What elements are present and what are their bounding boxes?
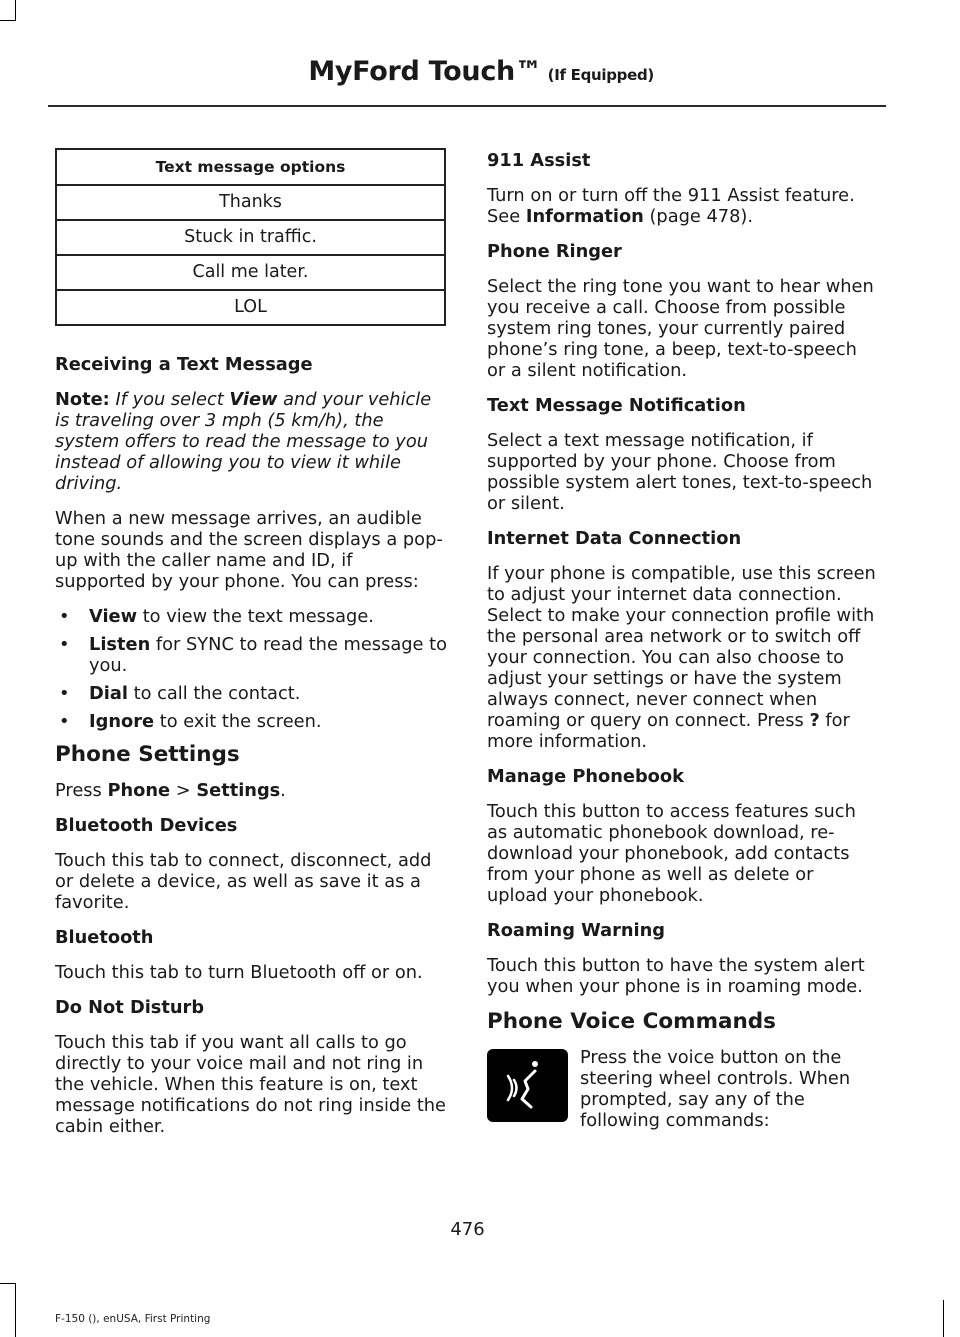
list-text: for SYNC to read the message to you. — [89, 634, 447, 676]
list-text: to exit the screen. — [159, 711, 322, 732]
crop-mark — [0, 20, 16, 21]
list-term: View — [89, 606, 138, 627]
table-row: Call me later. — [56, 255, 445, 290]
assist-text — [487, 185, 879, 227]
crop-mark — [15, 0, 16, 20]
note-text-post: and your vehicle is traveling over 3 mph (5 km/h), the system offers to read the message to you instead of allowing you to view it while driving. — [55, 389, 432, 494]
roaming-text: Touch this button to have the system alert you when your phone is in roaming mode. — [487, 955, 865, 997]
assist-link-information: Information — [525, 206, 644, 227]
bullet: • — [59, 683, 70, 704]
crop-mark — [0, 1283, 16, 1284]
bluetooth-devices-text: Touch this tab to connect, disconnect, add or delete a device, as well as save it as a favorite. — [55, 850, 432, 913]
list-term: Listen — [89, 634, 151, 655]
table-row: LOL — [56, 290, 445, 325]
crop-mark — [943, 1300, 944, 1337]
heading-text-message-notification: Text Message Notification — [487, 395, 746, 416]
page-number: 476 — [450, 1219, 485, 1240]
section-heading-receiving: Receiving a Text Message — [55, 354, 313, 375]
header-divider — [48, 105, 886, 107]
table-row: Stuck in traffic. — [56, 220, 445, 255]
table-header: Text message options — [56, 149, 445, 185]
voice-command-block — [487, 1047, 879, 1131]
heading-internet-data-connection: Internet Data Connection — [487, 528, 742, 549]
note-term-view: View — [229, 389, 278, 410]
heading-manage-phonebook: Manage Phonebook — [487, 766, 684, 787]
heading-bluetooth-devices: Bluetooth Devices — [55, 815, 238, 836]
bullet: • — [59, 606, 70, 627]
bluetooth-text: Touch this tab to turn Bluetooth off or on. — [55, 962, 423, 983]
press-settings: Settings — [196, 780, 281, 801]
list-item — [55, 606, 447, 627]
heading-bluetooth: Bluetooth — [55, 927, 154, 948]
left-column — [55, 148, 447, 1151]
bullet: • — [59, 634, 70, 655]
phone-ringer-text: Select the ring tone you want to hear when you receive a call. Choose from possible system ring tones, your currently paired phone’s ring tone, a beep, text-to-speech or a silent notification. — [487, 276, 874, 381]
press-path-paragraph — [55, 780, 447, 801]
text-notification-text: Select a text message notification, if supported by your phone. Choose from possible system alert tones, text-to-speech or silent. — [487, 430, 873, 514]
note-text-pre: If you select — [115, 389, 224, 410]
crop-mark — [15, 1283, 16, 1337]
list-item — [55, 683, 447, 704]
heading-phone-voice-commands: Phone Voice Commands — [487, 1009, 776, 1034]
heading-do-not-disturb: Do Not Disturb — [55, 997, 205, 1018]
assist-text-post: (page 478). — [649, 206, 754, 227]
arrival-paragraph: When a new message arrives, an audible tone sounds and the screen displays a pop-up with the caller name and ID, if supported by your phone. You can press: — [55, 508, 443, 592]
list-text: to view the text message. — [142, 606, 374, 627]
page-header — [308, 56, 654, 87]
press-options-list — [55, 606, 447, 732]
right-column — [487, 150, 879, 1145]
list-text: to call the contact. — [133, 683, 301, 704]
internet-text-pre: If your phone is compatible, use this screen to adjust your internet data connection. Select to make your connection profile with the personal area network or to switch off your connection. You can also choose to adjust your settings or have the system always connect, never connect when roaming or query on connect. Press — [487, 563, 876, 731]
heading-phone-ringer: Phone Ringer — [487, 241, 622, 262]
list-term: Ignore — [89, 711, 155, 732]
voice-command-text: Press the voice button on the steering wheel controls. When prompted, say any of the following commands: — [580, 1047, 851, 1131]
press-text: Press — [55, 780, 102, 801]
footer-printing-info: F-150 (), enUSA, First Printing — [55, 1313, 211, 1325]
phonebook-text: Touch this button to access features such as automatic phonebook download, re-download your phonebook, add contacts from your phone as well as delete or upload your phonebook. — [487, 801, 856, 906]
header-subtitle: (If Equipped) — [547, 66, 654, 84]
press-phone: Phone — [107, 780, 171, 801]
list-item — [55, 711, 447, 732]
section-heading-phone-settings: Phone Settings — [55, 742, 240, 767]
list-term: Dial — [89, 683, 128, 704]
header-title: MyFord Touch™ — [308, 56, 542, 87]
internet-text — [487, 563, 879, 752]
do-not-disturb-text: Touch this tab if you want all calls to go directly to your voice mail and not ring in the vehicle. When this feature is on, text message notifications do not ring inside the cabin either. — [55, 1032, 446, 1137]
bullet: • — [59, 711, 70, 732]
assist-text-pre: Turn on or turn off the 911 Assist feature. See — [487, 185, 855, 227]
list-item — [55, 634, 447, 676]
note-label: Note: — [55, 389, 110, 410]
text-message-options-table — [55, 148, 446, 326]
heading-roaming-warning: Roaming Warning — [487, 920, 665, 941]
heading-911-assist: 911 Assist — [487, 150, 591, 171]
press-separator: > — [175, 780, 191, 801]
internet-help-symbol: ? — [809, 710, 820, 731]
note-paragraph — [55, 389, 447, 494]
voice-command-icon — [487, 1049, 568, 1122]
press-end: . — [280, 780, 286, 801]
table-row: Thanks — [56, 185, 445, 220]
internet-text-post: for more information. — [487, 710, 850, 752]
